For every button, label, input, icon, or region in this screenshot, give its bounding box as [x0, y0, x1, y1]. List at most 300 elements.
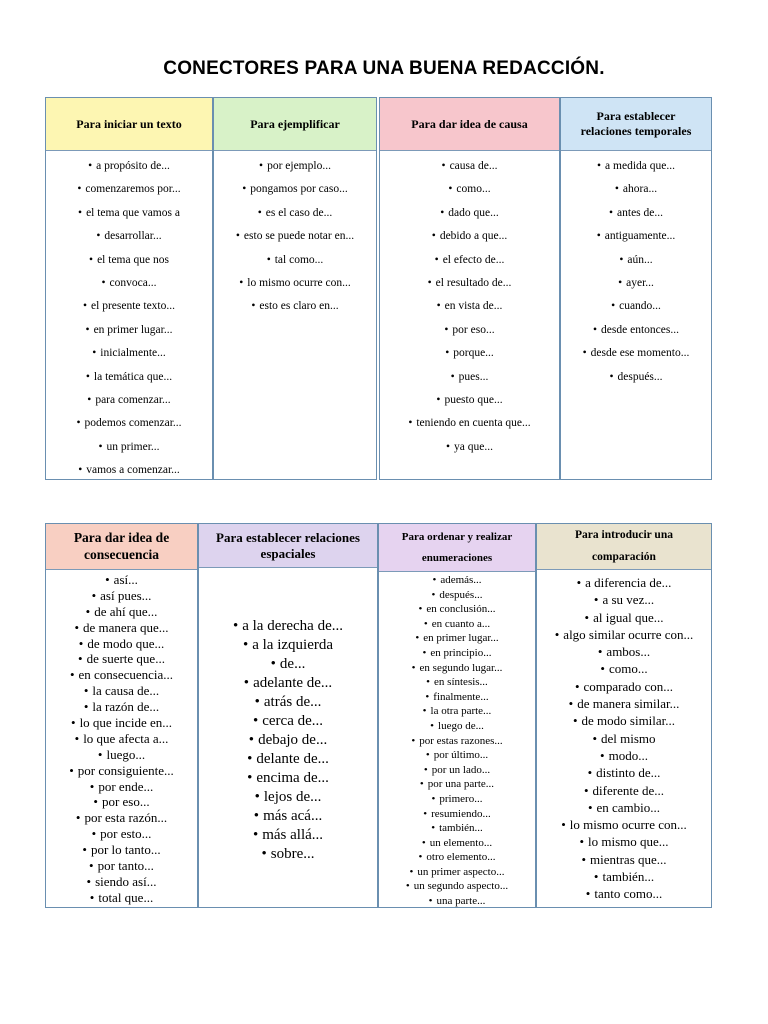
bullet-icon: • [618, 276, 623, 289]
connector-text: adelante de... [253, 675, 333, 691]
bullet-icon: • [582, 347, 587, 360]
bullet-icon: • [232, 618, 239, 634]
connector-item [380, 319, 559, 342]
bullet-icon: • [239, 276, 244, 289]
bullet-icon: • [101, 276, 106, 289]
bullet-icon: • [419, 778, 424, 791]
connector-item [214, 202, 376, 225]
bullet-icon: • [425, 690, 430, 703]
connector-text: lo que incide en... [79, 715, 172, 731]
connector-item [380, 295, 559, 318]
connector-text: antes de... [617, 206, 663, 219]
connector-item [379, 894, 535, 908]
bullet-icon: • [78, 651, 83, 667]
connector-item [199, 788, 377, 807]
connector-text: comenzaremos por... [85, 183, 181, 196]
connector-item [199, 769, 377, 788]
connector-item [379, 573, 535, 588]
bullet-icon: • [423, 807, 428, 820]
connector-text: total que... [98, 889, 154, 905]
connector-item [561, 249, 711, 272]
connector-item [537, 747, 711, 764]
connector-item [214, 178, 376, 201]
connector-text: algo similar ocurre con... [563, 626, 694, 642]
bullet-icon: • [441, 160, 446, 172]
bullet-icon: • [445, 347, 450, 360]
connector-text: de modo que... [87, 635, 165, 651]
bullet-icon: • [430, 719, 435, 732]
bullet-icon: • [444, 323, 449, 336]
bullet-icon: • [596, 230, 601, 243]
bullet-icon: • [593, 869, 599, 885]
bullet-icon: • [422, 705, 427, 718]
bullet-icon: • [88, 160, 93, 172]
connector-item [46, 715, 197, 731]
connector-text: esto se puede notar en... [243, 230, 355, 243]
connector-text: dado que... [448, 206, 499, 219]
connector-text: por estas razones... [419, 734, 503, 747]
connector-text: en consecuencia... [78, 667, 174, 683]
connector-text: luego... [106, 746, 146, 762]
bullet-icon: • [431, 588, 436, 601]
bullet-icon: • [579, 834, 585, 850]
connector-item [199, 845, 377, 864]
bullet-icon: • [248, 732, 255, 748]
connector-item [537, 816, 711, 833]
bullet-icon: • [409, 865, 414, 878]
connector-text: de... [279, 656, 306, 672]
connector-text: vamos a comenzar... [86, 464, 180, 477]
bullet-icon: • [89, 889, 95, 905]
connector-item [379, 865, 535, 880]
connector-text: después... [439, 588, 483, 601]
bullet-icon: • [91, 587, 97, 603]
connector-text: diferente de... [592, 782, 665, 798]
connector-text: de suerte que... [86, 651, 165, 667]
connector-item [380, 202, 559, 225]
bullet-icon: • [408, 417, 413, 430]
connector-item [380, 155, 559, 178]
connector-text: podemos comenzar... [84, 417, 182, 430]
connector-text: lo mismo ocurre con... [247, 276, 351, 289]
connector-text: como... [456, 183, 491, 196]
column-espaciales [198, 523, 378, 908]
bullet-icon: • [76, 417, 81, 430]
column-ejemplificar [213, 97, 377, 480]
connector-text: a la derecha de... [242, 618, 344, 634]
bullet-icon: • [436, 300, 441, 313]
connector-item [537, 730, 711, 747]
connector-text: el tema que nos [97, 253, 169, 266]
connector-text: teniendo en cuenta que... [416, 417, 531, 430]
connector-text: ayer... [626, 276, 654, 289]
bullet-icon: • [74, 619, 79, 635]
bullet-icon: • [600, 661, 605, 677]
connector-item [46, 155, 212, 178]
connector-item [214, 225, 376, 248]
connector-item [46, 319, 212, 342]
connector-text: en primer lugar... [93, 323, 173, 336]
connector-text: desde entonces... [601, 323, 679, 336]
bullet-icon: • [254, 789, 260, 805]
connector-item [214, 295, 376, 318]
connector-text: de ahí que... [94, 603, 158, 619]
column-consecuencia [45, 523, 198, 908]
connector-text: inicialmente... [100, 347, 166, 360]
connector-item [199, 826, 377, 845]
connector-item [537, 695, 711, 712]
connector-item [46, 366, 212, 389]
connector-item [379, 602, 535, 617]
bullet-icon: • [415, 632, 420, 645]
connector-item [537, 782, 711, 799]
connector-item [537, 712, 711, 729]
connector-item [199, 674, 377, 693]
connector-list [46, 572, 197, 906]
connector-item [199, 712, 377, 731]
connector-list [46, 155, 212, 480]
connector-item [46, 874, 197, 890]
bullet-icon: • [418, 851, 423, 864]
bullet-icon: • [434, 253, 439, 266]
connector-text: primero... [439, 792, 483, 805]
connector-text: distinto de... [596, 765, 661, 781]
connector-text: una parte... [436, 895, 486, 908]
connector-item [46, 436, 212, 459]
connector-text: a medida que... [605, 160, 675, 172]
column-comparacion [536, 523, 712, 908]
connector-item [46, 202, 212, 225]
bullet-icon: • [619, 253, 624, 266]
connector-item [561, 225, 711, 248]
bullet-icon: • [69, 762, 74, 778]
connector-item [199, 655, 377, 674]
connector-item [537, 833, 711, 850]
connector-text: antiguamente... [604, 230, 676, 243]
column-heading: Para establecer relaciones espaciales [199, 524, 377, 568]
connector-text: por ende... [98, 778, 154, 794]
bullet-icon: • [91, 826, 97, 842]
connector-text: pongamos por caso... [250, 183, 348, 196]
connector-item [46, 651, 197, 667]
connector-item [380, 178, 559, 201]
connector-item [46, 412, 212, 435]
connector-text: el tema que vamos a [86, 206, 180, 219]
connector-item [537, 799, 711, 816]
connector-item [379, 588, 535, 603]
bullet-icon: • [421, 836, 426, 849]
column-causa [379, 97, 560, 480]
bullet-icon: • [587, 765, 593, 781]
connector-item [561, 272, 711, 295]
bullet-icon: • [405, 880, 410, 893]
column-heading: Para ordenar y realizar enumeraciones [379, 524, 535, 572]
connector-item [46, 620, 197, 636]
connector-item [537, 868, 711, 885]
connector-text: por consiguiente... [77, 762, 174, 778]
bullet-icon: • [83, 699, 89, 715]
bullet-icon: • [253, 808, 260, 824]
connector-text: además... [440, 574, 482, 586]
connector-text: desde ese momento... [590, 347, 690, 360]
connector-item [46, 747, 197, 763]
connector-text: el presente texto... [91, 300, 175, 313]
bullet-icon: • [423, 617, 428, 630]
connector-item [46, 794, 197, 810]
bullet-icon: • [86, 873, 92, 889]
connector-text: en conclusión... [426, 603, 496, 616]
bullet-icon: • [266, 253, 271, 266]
connector-item [379, 748, 535, 763]
connector-item [46, 842, 197, 858]
bullet-icon: • [93, 794, 98, 810]
bullet-icon: • [85, 370, 90, 383]
connector-item [199, 693, 377, 712]
connector-text: atrás de... [263, 694, 322, 710]
connector-item [537, 643, 711, 660]
connector-item [46, 588, 197, 604]
connector-item [379, 792, 535, 807]
connector-text: así... [113, 572, 138, 587]
bullet-icon: • [89, 253, 94, 266]
bullet-icon: • [581, 851, 586, 867]
connector-text: modo... [608, 747, 648, 763]
connector-list [199, 617, 377, 864]
bullet-icon: • [259, 160, 264, 172]
connector-item [214, 272, 376, 295]
connector-list [379, 573, 535, 908]
connector-text: a la izquierda [252, 637, 334, 653]
bullet-icon: • [554, 626, 560, 642]
connector-text: también... [439, 822, 483, 835]
connector-item [46, 572, 197, 588]
connector-item [214, 155, 376, 178]
connector-text: por tanto... [97, 858, 154, 874]
connector-item [46, 810, 197, 826]
column-heading: Para dar idea de consecuencia [46, 524, 197, 570]
column-heading: Para iniciar un texto [46, 98, 212, 151]
connector-item [561, 319, 711, 342]
bullet-icon: • [243, 675, 250, 691]
connector-item [46, 389, 212, 412]
bullet-icon: • [600, 747, 605, 763]
connector-item [46, 272, 212, 295]
connector-item [379, 617, 535, 632]
connector-item [46, 763, 197, 779]
bullet-icon: • [235, 230, 240, 243]
connector-text: por eso... [101, 794, 150, 810]
bullet-icon: • [411, 661, 416, 674]
connector-text: por eso... [452, 323, 495, 336]
connector-item [379, 879, 535, 894]
connector-text: desarrollar... [104, 230, 162, 243]
column-heading: Para establecer relaciones temporales [561, 98, 711, 151]
connector-text: debajo de... [258, 732, 328, 748]
connector-text: en cuanto a... [431, 617, 491, 630]
bullet-icon: • [261, 846, 267, 862]
connector-text: sobre... [270, 846, 315, 862]
connector-text: lo mismo ocurre con... [569, 817, 687, 833]
bullet-icon: • [78, 206, 83, 219]
connector-item [379, 734, 535, 749]
connector-text: aún... [627, 253, 653, 266]
connector-item [46, 826, 197, 842]
connector-item [46, 249, 212, 272]
bullet-icon: • [427, 276, 432, 289]
connector-text: esto es claro en... [259, 300, 339, 313]
connector-item [46, 459, 212, 480]
column-enumeraciones [378, 523, 536, 908]
connector-text: lo mismo que... [588, 834, 669, 850]
bullet-icon: • [418, 603, 423, 616]
connector-text: por ejemplo... [267, 160, 331, 172]
connector-item [537, 591, 711, 608]
bullet-icon: • [92, 347, 97, 360]
bullet-icon: • [242, 183, 247, 196]
bullet-icon: • [71, 715, 76, 731]
column-heading: Para ejemplificar [214, 98, 376, 151]
connector-item [199, 636, 377, 655]
column-heading: Para introducir una comparación [537, 524, 711, 570]
connector-text: la temática que... [93, 370, 173, 383]
connector-text: más allá... [262, 827, 324, 843]
connector-text: en segundo lugar... [419, 661, 503, 674]
connector-item [199, 807, 377, 826]
connector-item [379, 836, 535, 851]
connector-text: cuando... [619, 300, 661, 313]
bullet-icon: • [96, 230, 101, 243]
bullet-icon: • [247, 751, 253, 767]
connector-item [46, 699, 197, 715]
connector-item [380, 225, 559, 248]
connector-item [537, 851, 711, 868]
connector-text: de modo similar... [581, 713, 676, 729]
bullet-icon: • [426, 676, 431, 689]
connector-text: puesto que... [444, 393, 503, 406]
bullet-icon: • [450, 370, 455, 383]
bullet-icon: • [597, 644, 603, 660]
bullet-icon: • [411, 734, 416, 747]
connector-item [379, 690, 535, 705]
connector-text: ya que... [454, 440, 493, 453]
bullet-icon: • [593, 592, 599, 608]
bullet-icon: • [448, 183, 453, 196]
bullet-icon: • [611, 300, 616, 313]
connector-text: así pues... [100, 587, 152, 603]
connector-text: encima de... [256, 770, 329, 786]
connector-item [537, 678, 711, 695]
connector-list [380, 155, 559, 459]
bullet-icon: • [431, 230, 436, 243]
connector-text: a diferencia de... [585, 575, 672, 590]
connector-text: por una parte... [427, 778, 495, 791]
connector-text: causa de... [449, 160, 498, 172]
connector-item [537, 574, 711, 591]
connector-item [46, 858, 197, 874]
connector-item [379, 631, 535, 646]
connector-item [379, 821, 535, 836]
connector-text: convoca... [109, 276, 157, 289]
connector-text: un elemento... [429, 836, 493, 849]
connector-item [380, 249, 559, 272]
connector-text: al igual que... [593, 609, 664, 625]
connector-item [214, 249, 376, 272]
connector-item [561, 202, 711, 225]
connector-item [380, 412, 559, 435]
bullet-icon: • [252, 827, 259, 843]
connector-item [379, 807, 535, 822]
connector-item [380, 366, 559, 389]
bullet-icon: • [87, 393, 92, 406]
connector-item [46, 178, 212, 201]
connector-item [561, 178, 711, 201]
connector-item [46, 295, 212, 318]
bullet-icon: • [97, 746, 103, 762]
bullet-icon: • [89, 778, 95, 794]
connector-text: por último... [433, 749, 489, 762]
connector-text: ahora... [622, 183, 658, 196]
bullet-icon: • [587, 799, 593, 815]
connector-item [561, 155, 711, 178]
connector-item [199, 750, 377, 769]
connector-text: el resultado de... [435, 276, 512, 289]
connector-text: resumiendo... [431, 807, 491, 820]
connector-item [379, 777, 535, 792]
bullet-icon: • [568, 696, 574, 712]
connector-list [561, 155, 711, 389]
bullet-icon: • [251, 300, 256, 313]
bullet-icon: • [584, 609, 590, 625]
column-heading: Para dar idea de causa [380, 98, 559, 151]
connector-text: cerca de... [262, 713, 324, 729]
connector-item [379, 719, 535, 734]
connector-item [561, 366, 711, 389]
bullet-icon: • [576, 575, 582, 590]
column-temporales [560, 97, 712, 480]
connector-text: comparado con... [583, 678, 674, 694]
bullet-icon: • [425, 749, 430, 762]
bullet-icon: • [247, 770, 253, 786]
connector-text: lo que afecta a... [83, 730, 169, 746]
connector-item [537, 885, 711, 902]
bullet-icon: • [574, 678, 580, 694]
connector-item [46, 667, 197, 683]
bullet-icon: • [82, 300, 88, 313]
connector-text: un primer... [106, 440, 160, 453]
connector-text: por esta razón... [84, 810, 168, 826]
bullet-icon: • [89, 858, 94, 874]
connector-text: en síntesis... [434, 676, 488, 689]
bullet-icon: • [614, 183, 619, 196]
connector-text: porque... [453, 347, 494, 360]
connector-item [380, 389, 559, 412]
connector-text: tanto como... [594, 886, 663, 902]
bullet-icon: • [446, 440, 451, 453]
connector-text: el efecto de... [442, 253, 505, 266]
bullet-icon: • [422, 646, 427, 659]
connector-text: luego de... [438, 719, 484, 732]
connector-item [379, 661, 535, 676]
connector-text: más acá... [263, 808, 323, 824]
connector-text: para comenzar... [95, 393, 171, 406]
bullet-icon: • [609, 370, 614, 383]
connector-text: a propósito de... [96, 160, 170, 172]
connector-item [537, 609, 711, 626]
connector-text: la otra parte... [430, 705, 492, 718]
connector-text: ambos... [606, 644, 651, 660]
connector-text: pues... [458, 370, 489, 383]
connector-item [46, 636, 197, 652]
